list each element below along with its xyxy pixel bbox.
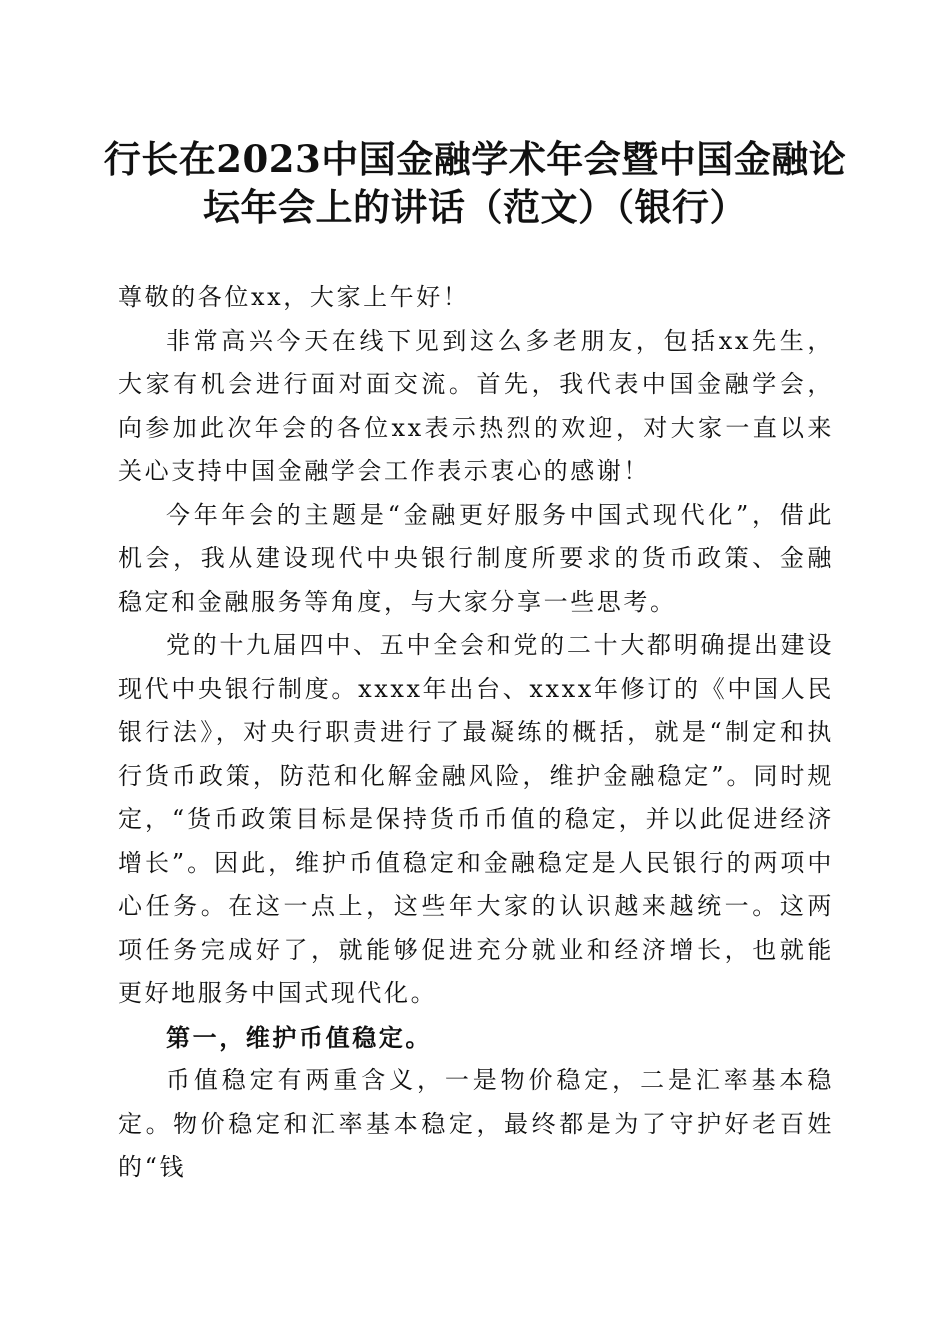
paragraph-theme: 今年年会的主题是“金融更好服务中国式现代化”，借此机会，我从建设现代中央银行制度所要求的货币政策、金融稳定和金融服务等角度，与大家分享一些思考。 [118,500,834,616]
title-line-1: 行长在2023中国金融学术年会暨中国金融论 [103,137,847,181]
paragraph-central-bank: 党的十九届四中、五中全会和党的二十大都明确提出建设现代中央银行制度。xxxx年出台、xxxx年修订的《中国人民银行法》，对央行职责进行了最凝练的概括，就是“制定和执行货币政策，防范和化解金融风险，维护金融稳定”。同时规定，“货币政策目标是保持货币币值的稳定，并以此促进经济增长”。因此，维护币值稳定和金融稳定是人民银行的两项中心任务。在这一点上，这些年大家的认识越来越统一。这两项任务完成好了，就能够促进充分就业和经济增长，也就能更好地服务中国式现代化。 [118,631,834,1007]
document-body [118,276,834,1190]
paragraph-intro: 非常高兴今天在线下见到这么多老朋友，包括xx先生，大家有机会进行面对面交流。首先，我代表中国金融学会，向参加此次年会的各位xx表示热烈的欢迎，对大家一直以来关心支持中国金融学会工作表示衷心的感谢！ [118,326,834,485]
document-title [90,135,860,231]
section-heading: 第一，维护币值稳定。 [166,1022,432,1052]
paragraph-currency-stability: 币值稳定有两重含义，一是物价稳定，二是汇率基本稳定。物价稳定和汇率基本稳定，最终都是为了守护好老百姓的“钱 [118,1066,834,1181]
salutation: 尊敬的各位xx，大家上午好！ [118,283,470,311]
title-line-2: 坛年会上的讲话（范文）（银行） [203,185,747,229]
